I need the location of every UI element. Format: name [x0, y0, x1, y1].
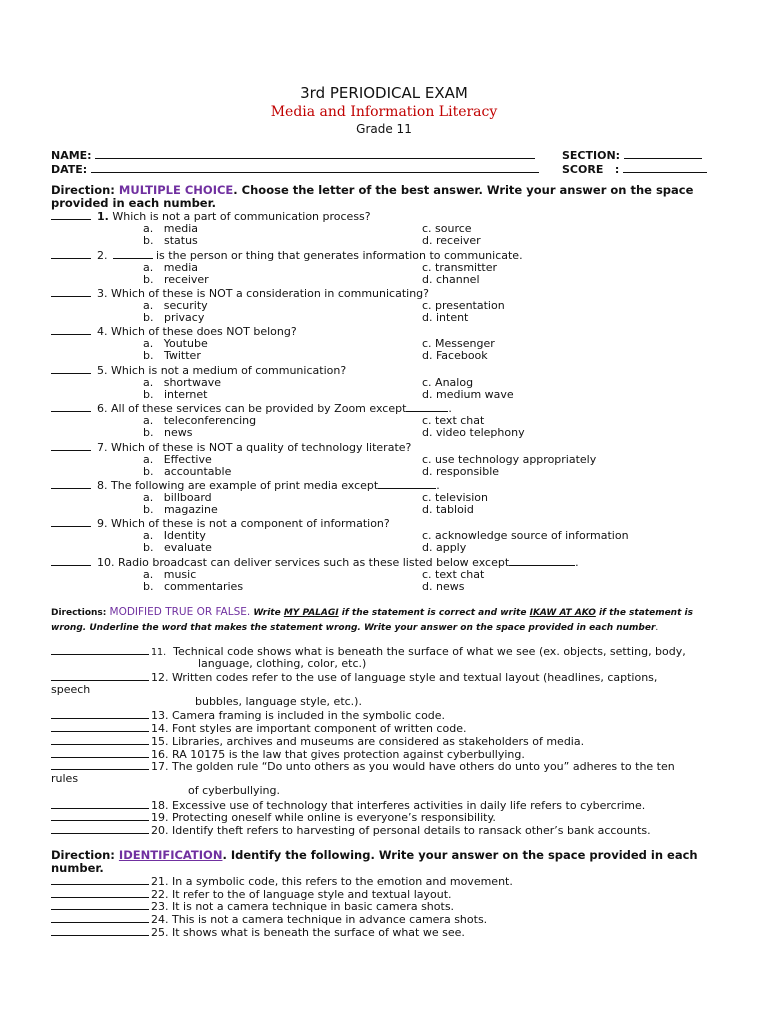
answer-blank[interactable] — [51, 810, 149, 821]
statement-item — [51, 734, 584, 748]
statement-item — [51, 810, 496, 824]
item-number: 11. — [151, 647, 167, 658]
item-number: 24. — [151, 913, 169, 926]
answer-option: d. video telephony — [422, 426, 525, 439]
inline-blank — [509, 555, 575, 566]
section-field — [562, 148, 702, 162]
multiple-choice-keyword: MULTIPLE CHOICE — [118, 183, 234, 197]
answer-blank[interactable] — [51, 747, 149, 758]
identification-item — [51, 899, 454, 913]
statement-text: Technical code shows what is beneath the surface of what we see (ex. objects, setting, body, — [166, 645, 686, 658]
item-text: It is not a camera technique in basic camera shots. — [168, 900, 455, 913]
question-stem — [51, 209, 371, 223]
question-text: Which is not a part of communication process? — [108, 210, 371, 223]
answer-option: c. use technology appropriately — [422, 453, 597, 466]
answer-option: d. medium wave — [422, 388, 514, 401]
statement-text: Font styles are important component of written code. — [168, 722, 467, 735]
answer-blank[interactable] — [51, 670, 149, 681]
answer-option: d. receiver — [422, 234, 481, 247]
question-number: 4. — [97, 325, 108, 338]
question-text: Which of these is NOT a quality of technology literate? — [107, 441, 412, 454]
answer-option: b. evaluate — [143, 541, 212, 554]
answer-option: a. music — [143, 568, 197, 581]
item-number: 14. — [151, 722, 169, 735]
answer-option: b. internet — [143, 388, 208, 401]
answer-option: d. news — [422, 580, 465, 593]
inline-blank — [406, 401, 448, 412]
answer-option: b. Twitter — [143, 349, 201, 362]
answer-blank[interactable] — [51, 363, 91, 374]
answer-option: c. transmitter — [422, 261, 498, 274]
name-line — [95, 148, 535, 159]
date-label: DATE: — [51, 163, 88, 176]
statement-text: Protecting oneself while online is everyone’s responsibility. — [168, 811, 496, 824]
answer-option: a. Youtube — [143, 337, 208, 350]
answer-blank[interactable] — [51, 555, 91, 566]
item-number: 18. — [151, 799, 169, 812]
answer-option: b. news — [143, 426, 193, 439]
answer-option: a. billboard — [143, 491, 212, 504]
statement-item — [51, 644, 686, 659]
answer-option: d. tabloid — [422, 503, 474, 516]
true-false-direction: Directions: MODIFIED TRUE OR FALSE. Write MY PALAGI if the statement is correct and write IKAW AT AKO if the statement is wrong. Underline the word that makes the statement wrong. Write your answer on the space provided in each number. — [51, 606, 693, 633]
item-number: 17. — [151, 760, 169, 773]
identification-item — [51, 912, 487, 926]
question-number: 6. — [97, 402, 108, 415]
item-number: 23. — [151, 900, 169, 913]
score-line — [623, 162, 707, 173]
answer-option: c. source — [422, 222, 472, 235]
period: . — [448, 402, 452, 415]
statement-item — [51, 721, 466, 735]
period: . — [575, 556, 579, 569]
answer-blank[interactable] — [51, 248, 91, 259]
period: . — [436, 479, 440, 492]
section-label: SECTION: — [562, 149, 621, 162]
question-stem — [51, 286, 429, 300]
answer-blank[interactable] — [51, 324, 91, 335]
answer-option: b. receiver — [143, 273, 209, 286]
answer-option: b. accountable — [143, 465, 232, 478]
question-stem — [51, 248, 523, 262]
question-text: Which of these is not a component of information? — [107, 517, 390, 530]
question-number: 1. — [97, 210, 109, 223]
answer-blank[interactable] — [51, 899, 149, 910]
answer-option: d. channel — [422, 273, 480, 286]
statement-text: Written codes refer to the use of language style and textual layout (headlines, captions, — [168, 671, 658, 684]
answer-option: d. apply — [422, 541, 467, 554]
item-number: 15. — [151, 735, 169, 748]
answer-option: c. Analog — [422, 376, 474, 389]
score-field — [562, 162, 707, 176]
identification-item — [51, 874, 513, 888]
answer-option: a. media — [143, 261, 198, 274]
statement-text: Camera framing is included in the symbolic code. — [168, 709, 446, 722]
question-stem — [51, 401, 452, 415]
multiple-choice-direction: Direction: MULTIPLE CHOICE. Choose the letter of the best answer. Write your answer on the space provided in each number. — [51, 183, 694, 210]
answer-blank[interactable] — [51, 874, 149, 885]
item-text: In a symbolic code, this refers to the emotion and movement. — [168, 875, 513, 888]
identification-direction: Direction: IDENTIFICATION. Identify the following. Write your answer on the space provided in each number. — [51, 848, 698, 875]
statement-text: RA 10175 is the law that gives protection against cyberbullying. — [168, 748, 525, 761]
true-word: MY PALAGI — [283, 608, 339, 618]
question-number: 5. — [97, 364, 108, 377]
item-text: It shows what is beneath the surface of what we see. — [168, 926, 465, 939]
answer-blank[interactable] — [51, 401, 91, 412]
question-text: Which is not a medium of communication? — [107, 364, 347, 377]
item-number: 13. — [151, 709, 169, 722]
name-label: NAME: — [51, 149, 92, 162]
answer-blank[interactable] — [51, 478, 91, 489]
answer-option: c. text chat — [422, 414, 485, 427]
answer-option: c. acknowledge source of information — [422, 529, 629, 542]
statement-continuation: of cyberbullying. — [188, 784, 281, 797]
statement-text: The golden rule “Do unto others as you would have others do unto you” adheres to the ten — [168, 760, 675, 773]
answer-blank[interactable] — [51, 734, 149, 745]
answer-option: a. Identity — [143, 529, 206, 542]
answer-option: a. teleconferencing — [143, 414, 257, 427]
grade-label: Grade 11 — [356, 122, 412, 136]
answer-blank[interactable] — [51, 721, 149, 732]
question-stem — [51, 363, 346, 377]
question-stem — [51, 555, 579, 569]
item-number: 22. — [151, 888, 169, 901]
answer-blank[interactable] — [51, 798, 149, 809]
true-false-keyword: MODIFIED TRUE OR FALSE. — [109, 606, 251, 618]
statement-continuation: bubbles, language style, etc.). — [195, 695, 362, 708]
statement-item — [51, 670, 657, 684]
question-text: Radio broadcast can deliver services such as these listed below except — [114, 556, 510, 569]
item-text: This is not a camera technique in advance camera shots. — [168, 913, 488, 926]
answer-option: b. magazine — [143, 503, 218, 516]
question-number: 9. — [97, 517, 108, 530]
answer-option: c. Messenger — [422, 337, 495, 350]
answer-blank[interactable] — [51, 644, 149, 655]
name-field — [51, 148, 535, 162]
answer-option: a. Effective — [143, 453, 212, 466]
item-text: It refer to the of language style and textual layout. — [168, 888, 452, 901]
answer-blank[interactable] — [51, 912, 149, 923]
item-number: 19. — [151, 811, 169, 824]
question-number: 8. — [97, 479, 108, 492]
question-stem — [51, 440, 411, 454]
inline-blank — [378, 478, 436, 489]
answer-blank[interactable] — [51, 708, 149, 719]
statement-text: Identify theft refers to harvesting of personal details to ransack other’s bank accounts. — [168, 824, 651, 837]
statement-text: Libraries, archives and museums are considered as stakeholders of media. — [168, 735, 585, 748]
answer-blank[interactable] — [51, 925, 149, 936]
question-text: The following are example of print media except — [107, 479, 379, 492]
question-stem — [51, 516, 390, 530]
answer-blank[interactable] — [51, 286, 91, 297]
question-stem — [51, 478, 440, 492]
statement-wrap: rules — [51, 772, 79, 785]
subject-title: Media and Information Literacy — [270, 104, 498, 120]
item-number: 25. — [151, 926, 169, 939]
answer-option: d. responsible — [422, 465, 500, 478]
answer-option: c. television — [422, 491, 488, 504]
answer-blank[interactable] — [51, 440, 91, 451]
item-number: 12. — [151, 671, 169, 684]
statement-continuation: language, clothing, color, etc.) — [198, 657, 367, 670]
question-number: 10. — [97, 556, 115, 569]
answer-option: a. security — [143, 299, 208, 312]
answer-blank[interactable] — [51, 516, 91, 527]
answer-option: b. privacy — [143, 311, 205, 324]
question-text: Which of these is NOT a consideration in communicating? — [107, 287, 429, 300]
question-stem — [51, 324, 297, 338]
answer-option: c. text chat — [422, 568, 485, 581]
date-field — [51, 162, 539, 176]
question-text: is the person or thing that generates information to communicate. — [152, 249, 523, 262]
statement-text: Excessive use of technology that interferes activities in daily life refers to cybercrime. — [168, 799, 646, 812]
section-line — [624, 148, 702, 159]
item-number: 16. — [151, 748, 169, 761]
false-word: IKAW AT AKO — [529, 608, 596, 618]
statement-wrap: speech — [51, 683, 91, 696]
answer-option: d. Facebook — [422, 349, 488, 362]
statement-item — [51, 759, 675, 773]
identification-keyword: IDENTIFICATION — [118, 848, 223, 862]
identification-item — [51, 925, 465, 939]
item-number: 21. — [151, 875, 169, 888]
date-line — [91, 162, 539, 173]
answer-blank[interactable] — [51, 887, 149, 898]
answer-option: d. intent — [422, 311, 469, 324]
question-number: 2. — [97, 249, 108, 262]
question-number: 3. — [97, 287, 108, 300]
question-text: Which of these does NOT belong? — [107, 325, 297, 338]
answer-option: c. presentation — [422, 299, 505, 312]
exam-title: 3rd PERIODICAL EXAM — [300, 84, 468, 102]
item-number: 20. — [151, 824, 169, 837]
answer-option: b. commentaries — [143, 580, 244, 593]
question-text: All of these services can be provided by Zoom except — [107, 402, 407, 415]
answer-blank[interactable] — [51, 209, 91, 220]
answer-option: a. shortwave — [143, 376, 222, 389]
answer-option: b. status — [143, 234, 198, 247]
question-number: 7. — [97, 441, 108, 454]
answer-blank[interactable] — [51, 759, 149, 770]
answer-option: a. media — [143, 222, 198, 235]
inline-blank — [113, 248, 153, 259]
statement-item — [51, 823, 651, 837]
score-label: SCORE : — [562, 163, 620, 176]
statement-item — [51, 708, 445, 722]
answer-blank[interactable] — [51, 823, 149, 834]
